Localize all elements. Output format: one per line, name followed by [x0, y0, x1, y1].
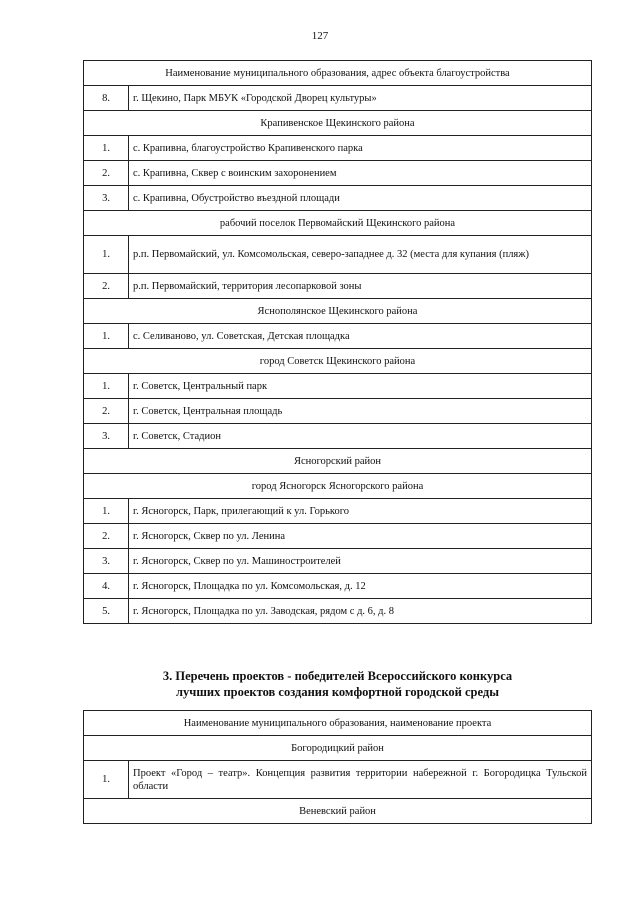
table-row [84, 424, 592, 449]
row-number: 1. [84, 324, 129, 349]
table-row [84, 499, 592, 524]
row-text: г. Советск, Стадион [129, 424, 592, 449]
row-text: г. Ясногорск, Площадка по ул. Заводская, рядом с д. 6, д. 8 [129, 599, 592, 624]
row-text: с. Крапивна, благоустройство Крапивенского парка [129, 136, 592, 161]
row-number: 8. [84, 86, 129, 111]
table-row [84, 761, 592, 799]
group-title: Крапивенское Щекинского района [84, 111, 592, 136]
projects-table [83, 710, 592, 824]
row-text: с. Крапивна, Обустройство въездной площади [129, 186, 592, 211]
group-row [84, 111, 592, 136]
section-title-line-1: 3. Перечень проектов - победителей Всероссийского конкурса [162, 669, 513, 683]
group-title: Веневский район [84, 799, 592, 824]
group-title: Яснополянское Щекинского района [84, 299, 592, 324]
row-number: 3. [84, 186, 129, 211]
row-text: г. Ясногорск, Площадка по ул. Комсомольская, д. 12 [129, 574, 592, 599]
table-row [84, 549, 592, 574]
group-row [84, 211, 592, 236]
group-title: Богородицкий район [84, 736, 592, 761]
row-number: 2. [84, 399, 129, 424]
row-number: 1. [84, 136, 129, 161]
table-row [84, 161, 592, 186]
objects-table [83, 60, 592, 624]
group-row [84, 299, 592, 324]
row-text: г. Ясногорск, Сквер по ул. Машиностроителей [129, 549, 592, 574]
table-row [84, 136, 592, 161]
row-text: г. Советск, Центральный парк [129, 374, 592, 399]
table-row [84, 574, 592, 599]
row-number: 2. [84, 524, 129, 549]
page-number: 127 [311, 30, 329, 42]
group-row [84, 799, 592, 824]
section-title-line-2: лучших проектов создания комфортной городской среды [176, 685, 499, 699]
table-row [84, 324, 592, 349]
row-number: 2. [84, 161, 129, 186]
group-row [84, 474, 592, 499]
row-text: с. Селиваново, ул. Советская, Детская площадка [129, 324, 592, 349]
group-title: Ясногорский район [84, 449, 592, 474]
group-row [84, 736, 592, 761]
table-row [84, 274, 592, 299]
table-row [84, 86, 592, 111]
table-header-row [84, 61, 592, 86]
table-row [84, 599, 592, 624]
row-text: Проект «Город – театр». Концепция развития территории набережной г. Богородицка Тульской области [129, 761, 592, 799]
group-title: рабочий поселок Первомайский Щекинского района [84, 211, 592, 236]
row-text: р.п. Первомайский, ул. Комсомольская, северо-западнее д. 32 (места для купания (пляж) [129, 236, 592, 274]
table-row [84, 374, 592, 399]
row-text: р.п. Первомайский, территория лесопарковой зоны [129, 274, 592, 299]
row-number: 5. [84, 599, 129, 624]
row-number: 1. [84, 499, 129, 524]
table-header-row [84, 711, 592, 736]
group-row [84, 349, 592, 374]
group-title: город Ясногорск Ясногорского района [84, 474, 592, 499]
table-row [84, 186, 592, 211]
row-text: г. Советск, Центральная площадь [129, 399, 592, 424]
group-title: город Советск Щекинского района [84, 349, 592, 374]
table-row [84, 236, 592, 274]
table-header: Наименование муниципального образования, наименование проекта [84, 711, 592, 736]
table-row [84, 399, 592, 424]
row-number: 1. [84, 236, 129, 274]
row-text: с. Крапивна, Сквер с воинским захоронением [129, 161, 592, 186]
table-header: Наименование муниципального образования, адрес объекта благоустройства [84, 61, 592, 86]
section-title [83, 668, 592, 700]
row-number: 1. [84, 374, 129, 399]
row-text: г. Ясногорск, Парк, прилегающий к ул. Горького [129, 499, 592, 524]
row-number: 3. [84, 549, 129, 574]
table-row [84, 524, 592, 549]
row-number: 4. [84, 574, 129, 599]
row-number: 3. [84, 424, 129, 449]
row-text: г. Щекино, Парк МБУК «Городской Дворец культуры» [129, 86, 592, 111]
row-number: 2. [84, 274, 129, 299]
row-number: 1. [84, 761, 129, 799]
row-text: г. Ясногорск, Сквер по ул. Ленина [129, 524, 592, 549]
group-row [84, 449, 592, 474]
